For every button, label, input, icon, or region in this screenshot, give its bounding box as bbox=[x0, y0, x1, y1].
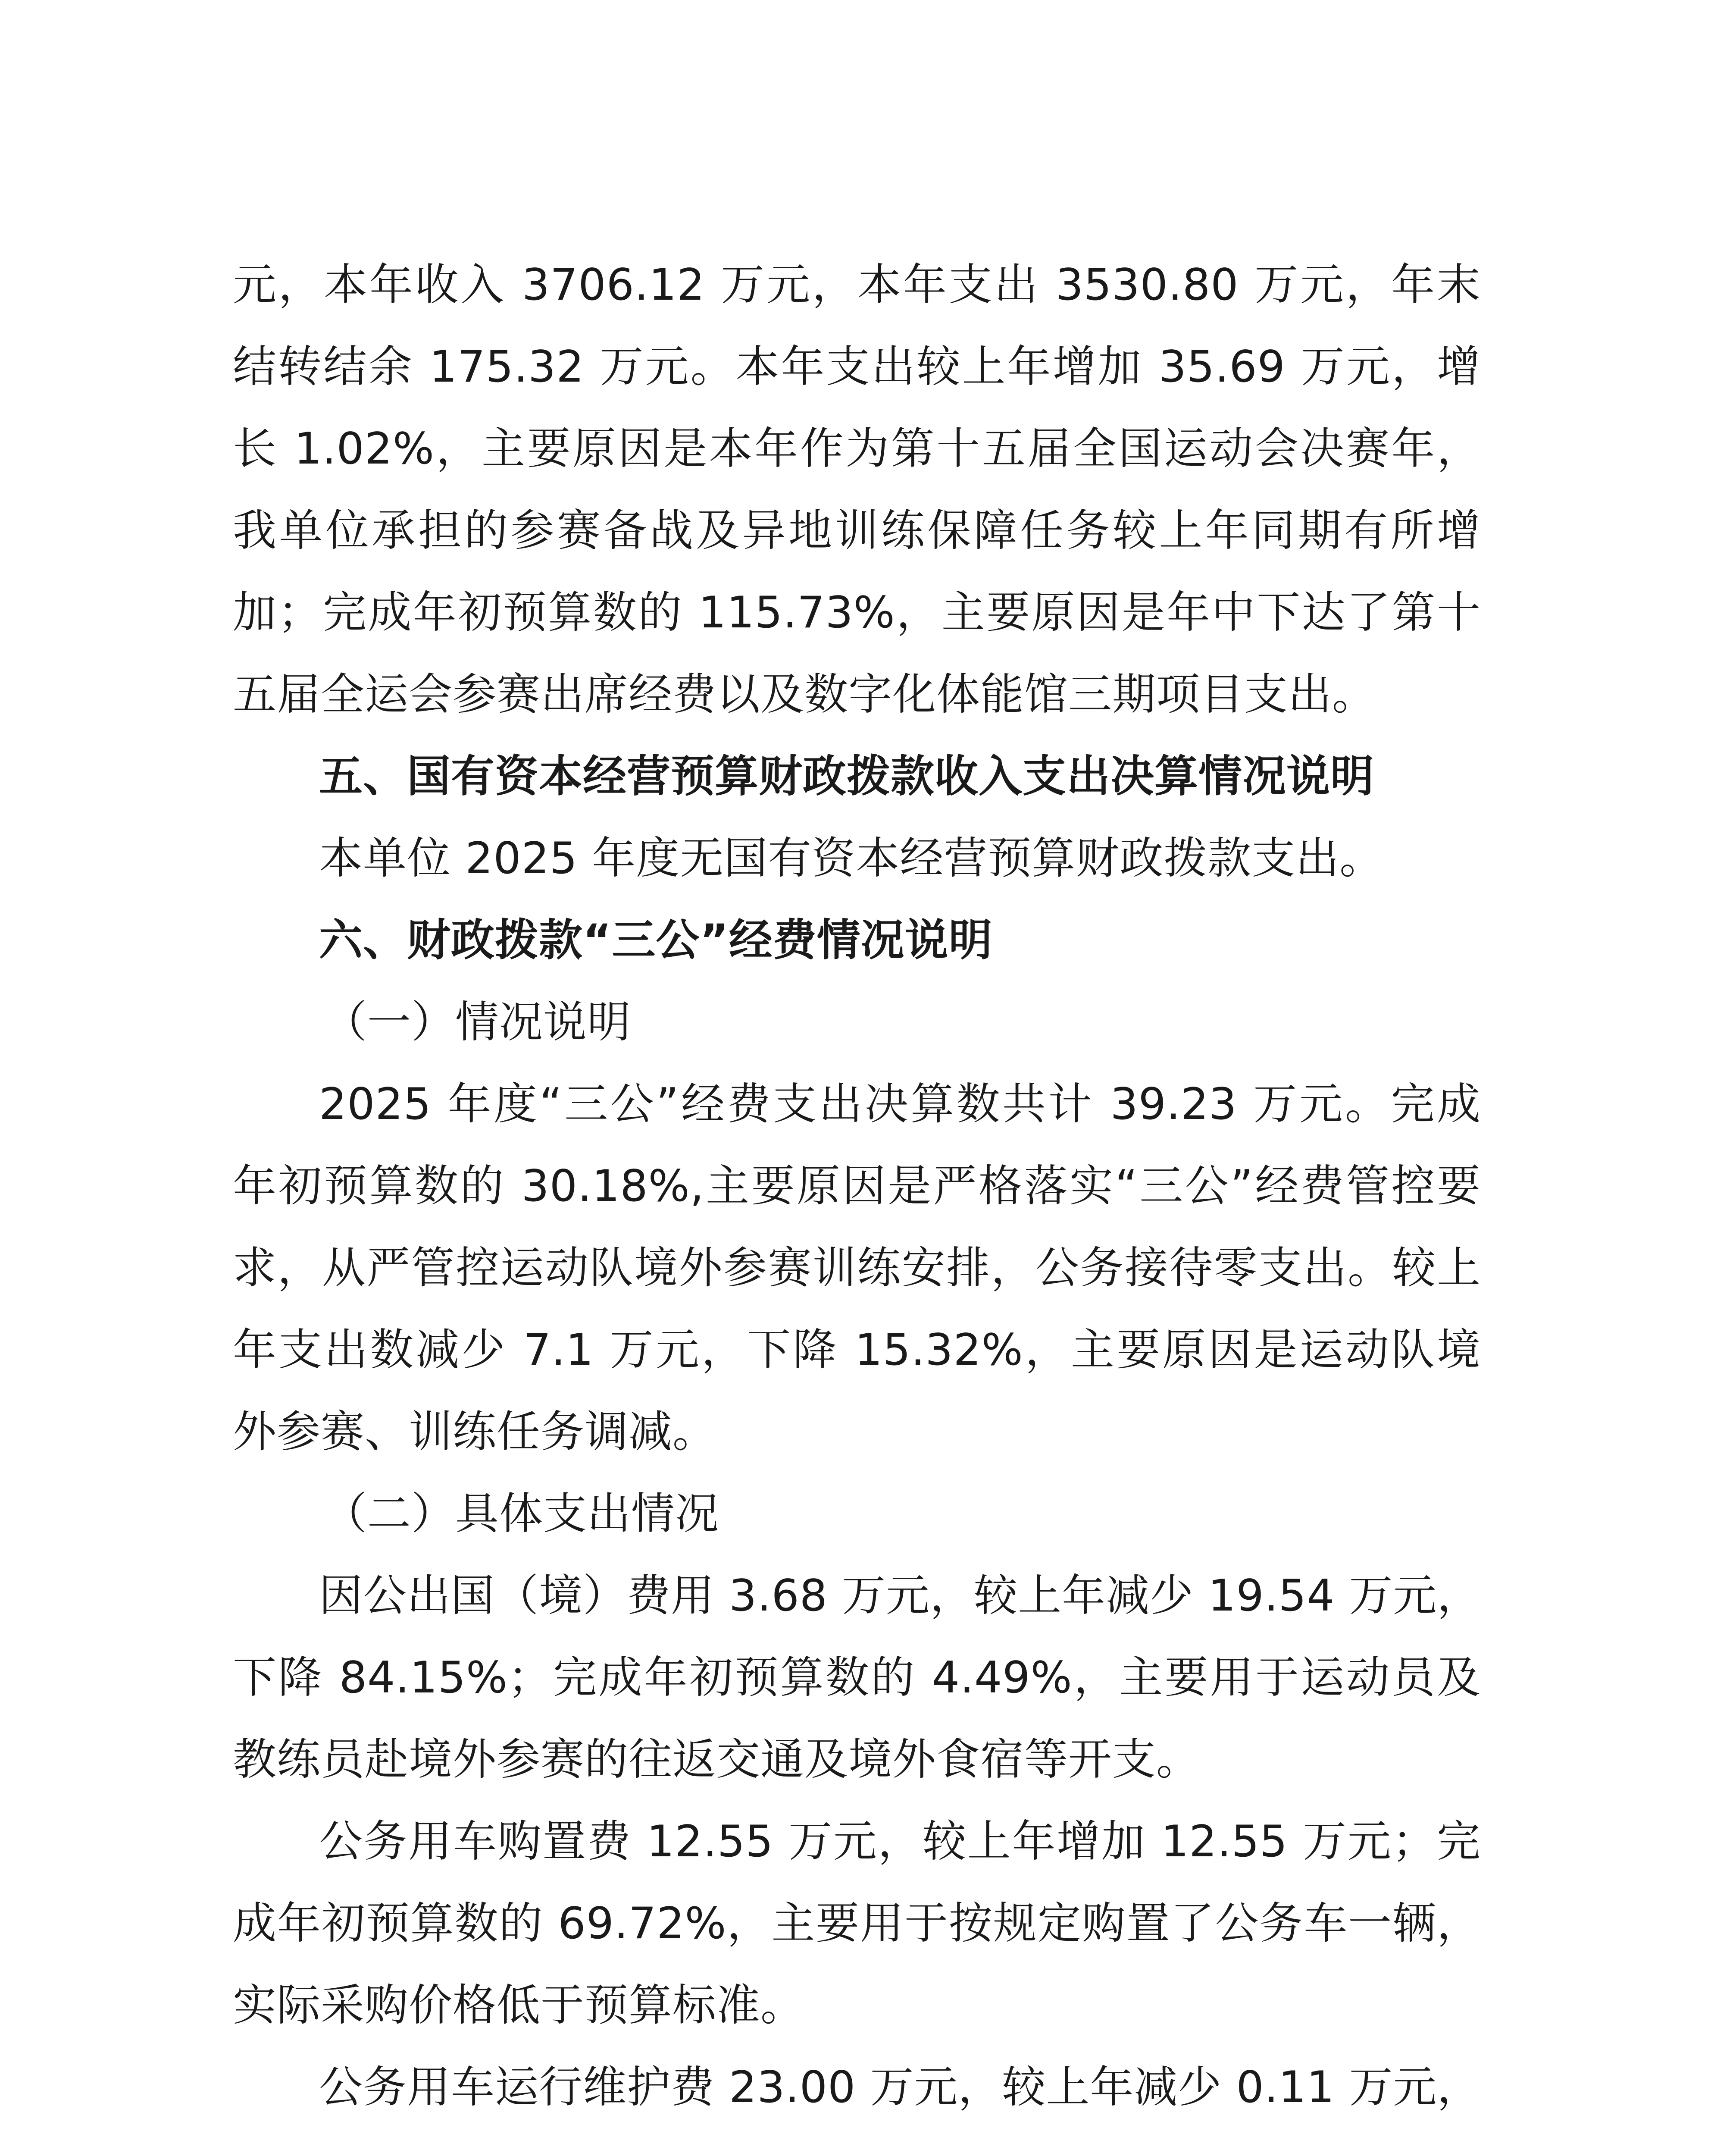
paragraph-line: 教练员赴境外参赛的往返交通及境外食宿等开支。 bbox=[233, 1734, 1201, 1785]
paragraph-line: 公务用车运行维护费 23.00 万元，较上年减少 0.11 万元， bbox=[319, 2062, 1481, 2112]
paragraph-line: 长 1.02%，主要原因是本年作为第十五届全国运动会决赛年， bbox=[233, 423, 1481, 474]
paragraph-line: 年初预算数的 30.18%,主要原因是严格落实“三公”经费管控要 bbox=[233, 1160, 1481, 1211]
paragraph-line: 因公出国（境）费用 3.68 万元，较上年减少 19.54 万元， bbox=[319, 1570, 1481, 1621]
section-heading: 五、国有资本经营预算财政拨款收入支出决算情况说明 bbox=[319, 751, 1375, 802]
paragraph-line: 成年初预算数的 69.72%，主要用于按规定购置了公务车一辆， bbox=[233, 1898, 1481, 1949]
section-heading: 六、财政拨款“三公”经费情况说明 bbox=[319, 915, 993, 965]
paragraph-line: 我单位承担的参赛备战及异地训练保障任务较上年同期有所增 bbox=[233, 505, 1481, 556]
paragraph-line: 本单位 2025 年度无国有资本经营预算财政拨款支出。 bbox=[319, 833, 1384, 884]
paragraph-line: 实际采购价格低于预算标准。 bbox=[233, 1980, 805, 2031]
paragraph-line: 元，本年收入 3706.12 万元，本年支出 3530.80 万元，年末 bbox=[233, 259, 1481, 310]
paragraph-line: 求，从严管控运动队境外参赛训练安排，公务接待零支出。较上 bbox=[233, 1242, 1481, 1293]
paragraph-line: 外参赛、训练任务调减。 bbox=[233, 1406, 717, 1457]
paragraph-line: 五届全运会参赛出席经费以及数字化体能馆三期项目支出。 bbox=[233, 669, 1376, 720]
subsection-heading: （二）具体支出情况 bbox=[323, 1488, 719, 1539]
paragraph-line: 年支出数减少 7.1 万元，下降 15.32%，主要原因是运动队境 bbox=[233, 1324, 1481, 1375]
paragraph-line: 下降 84.15%；完成年初预算数的 4.49%，主要用于运动员及 bbox=[233, 1652, 1481, 1703]
paragraph-line: 2025 年度“三公”经费支出决算数共计 39.23 万元。完成 bbox=[319, 1078, 1481, 1129]
paragraph-line: 加；完成年初预算数的 115.73%，主要原因是年中下达了第十 bbox=[233, 587, 1481, 638]
paragraph-line: 结转结余 175.32 万元。本年支出较上年增加 35.69 万元，增 bbox=[233, 341, 1481, 392]
paragraph-line: 公务用车购置费 12.55 万元，较上年增加 12.55 万元；完 bbox=[319, 1816, 1481, 1867]
subsection-heading: （一）情况说明 bbox=[323, 997, 632, 1047]
